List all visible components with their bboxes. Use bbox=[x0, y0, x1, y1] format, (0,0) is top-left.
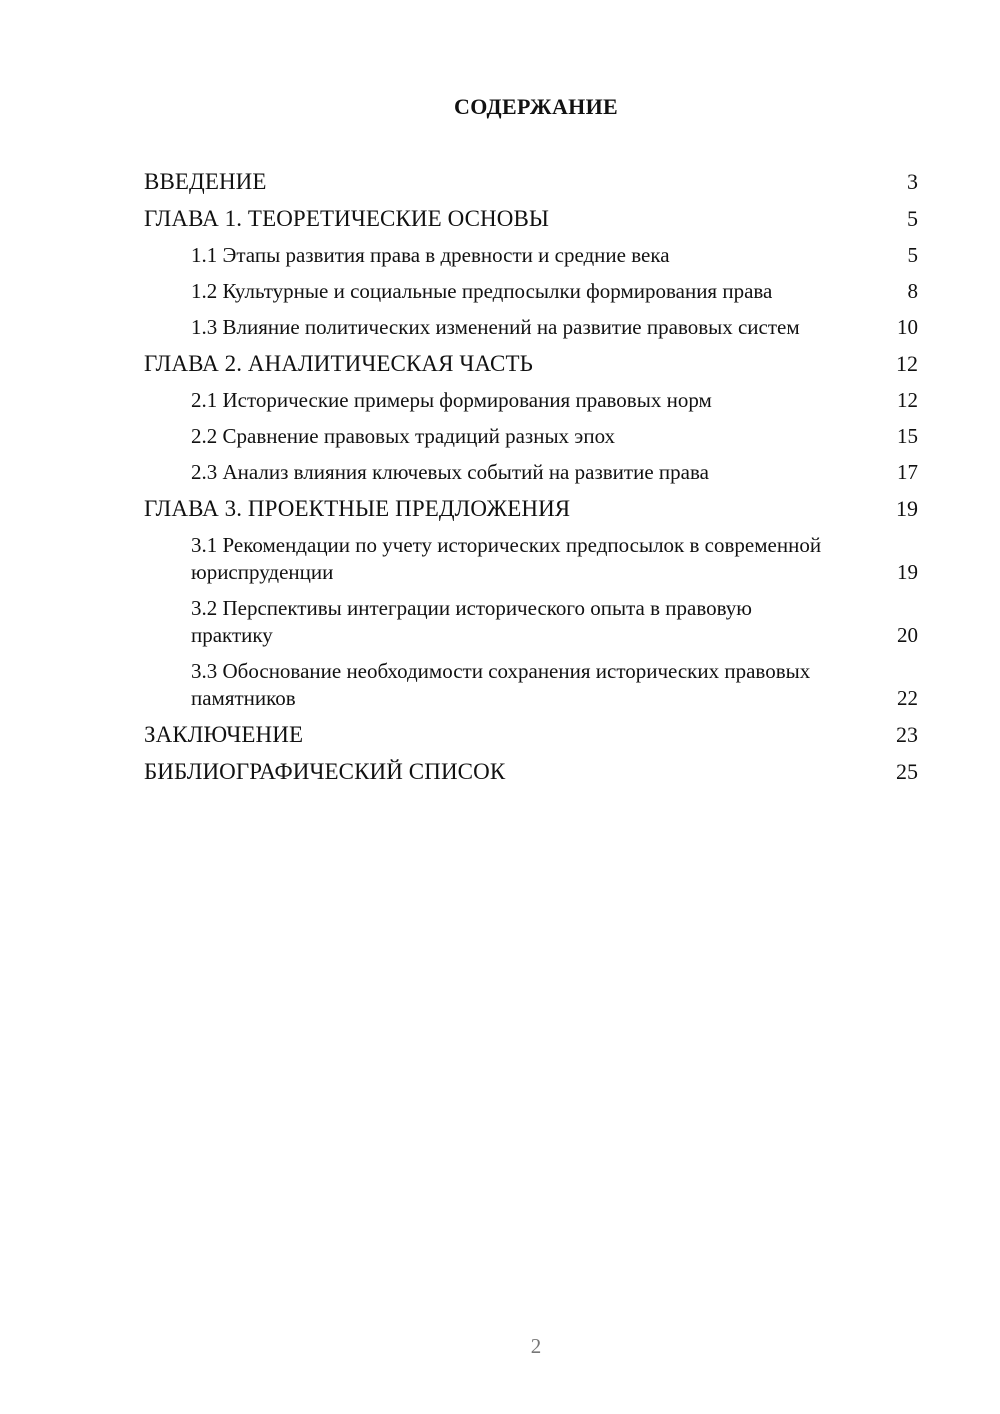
toc-entry-section-1-2[interactable] bbox=[144, 278, 918, 305]
toc-entry-section-2-3[interactable] bbox=[144, 459, 918, 486]
table-of-contents bbox=[144, 168, 918, 795]
toc-entry-title: ВВЕДЕНИЕ bbox=[144, 169, 267, 194]
toc-entry-title: 1.1 Этапы развития права в древности и средние века bbox=[191, 243, 670, 267]
toc-entry-section-3-2[interactable] bbox=[144, 595, 918, 649]
toc-entry-section-1-3[interactable] bbox=[144, 314, 918, 341]
toc-entry-page: 19 bbox=[896, 496, 918, 521]
toc-entry-page: 3 bbox=[907, 169, 918, 194]
toc-entry-page: 19 bbox=[897, 560, 918, 584]
toc-entry-title: ГЛАВА 1. ТЕОРЕТИЧЕСКИЕ ОСНОВЫ bbox=[144, 206, 550, 231]
toc-entry-page: 12 bbox=[897, 388, 918, 412]
toc-entry-title: 2.2 Сравнение правовых традиций разных эпох bbox=[191, 424, 616, 448]
toc-entry-title: ГЛАВА 2. АНАЛИТИЧЕСКАЯ ЧАСТЬ bbox=[144, 351, 533, 376]
toc-entry-section-3-1[interactable] bbox=[144, 532, 918, 586]
toc-entry-section-2-2[interactable] bbox=[144, 423, 918, 450]
toc-entry-page: 5 bbox=[907, 206, 918, 231]
toc-entry-page: 12 bbox=[896, 351, 918, 376]
toc-entry-title: 1.2 Культурные и социальные предпосылки формирования права bbox=[191, 279, 773, 303]
toc-entry-page: 5 bbox=[907, 243, 918, 267]
toc-entry-conclusion[interactable] bbox=[144, 721, 918, 749]
toc-entry-title: БИБЛИОГРАФИЧЕСКИЙ СПИСОК bbox=[144, 759, 506, 784]
toc-entry-page: 15 bbox=[897, 424, 918, 448]
toc-entry-chapter-2[interactable] bbox=[144, 350, 918, 378]
toc-entry-page: 25 bbox=[896, 759, 918, 784]
toc-entry-title: 2.1 Исторические примеры формирования правовых норм bbox=[191, 388, 712, 412]
toc-entry-section-3-3[interactable] bbox=[144, 658, 918, 712]
page-title: СОДЕРЖАНИЕ bbox=[454, 94, 618, 119]
toc-entry-title: ЗАКЛЮЧЕНИЕ bbox=[144, 722, 304, 747]
toc-entry-page: 10 bbox=[897, 315, 918, 339]
toc-entry-page: 8 bbox=[907, 279, 918, 303]
toc-entry-chapter-1[interactable] bbox=[144, 205, 918, 233]
toc-entry-section-2-1[interactable] bbox=[144, 387, 918, 414]
toc-entry-page: 22 bbox=[897, 686, 918, 710]
toc-entry-bibliography[interactable] bbox=[144, 758, 918, 786]
toc-entry-page: 23 bbox=[896, 722, 918, 747]
toc-entry-chapter-3[interactable] bbox=[144, 495, 918, 523]
toc-entry-title: ГЛАВА 3. ПРОЕКТНЫЕ ПРЕДЛОЖЕНИЯ bbox=[144, 496, 571, 521]
toc-entry-introduction[interactable] bbox=[144, 168, 918, 196]
toc-entry-title: 2.3 Анализ влияния ключевых событий на развитие права bbox=[191, 460, 709, 484]
toc-entry-title: 3.2 Перспективы интеграции исторического опыта в правовую практику bbox=[191, 596, 752, 647]
toc-entry-title: 3.1 Рекомендации по учету исторических предпосылок в современной юриспруденции bbox=[191, 533, 822, 584]
page-number: 2 bbox=[530, 1334, 542, 1358]
toc-entry-page: 17 bbox=[897, 460, 918, 484]
toc-entry-title: 1.3 Влияние политических изменений на развитие правовых систем bbox=[191, 315, 800, 339]
toc-entry-title: 3.3 Обоснование необходимости сохранения исторических правовых памятников bbox=[191, 659, 811, 710]
toc-entry-section-1-1[interactable] bbox=[144, 242, 918, 269]
toc-entry-page: 20 bbox=[897, 623, 918, 647]
